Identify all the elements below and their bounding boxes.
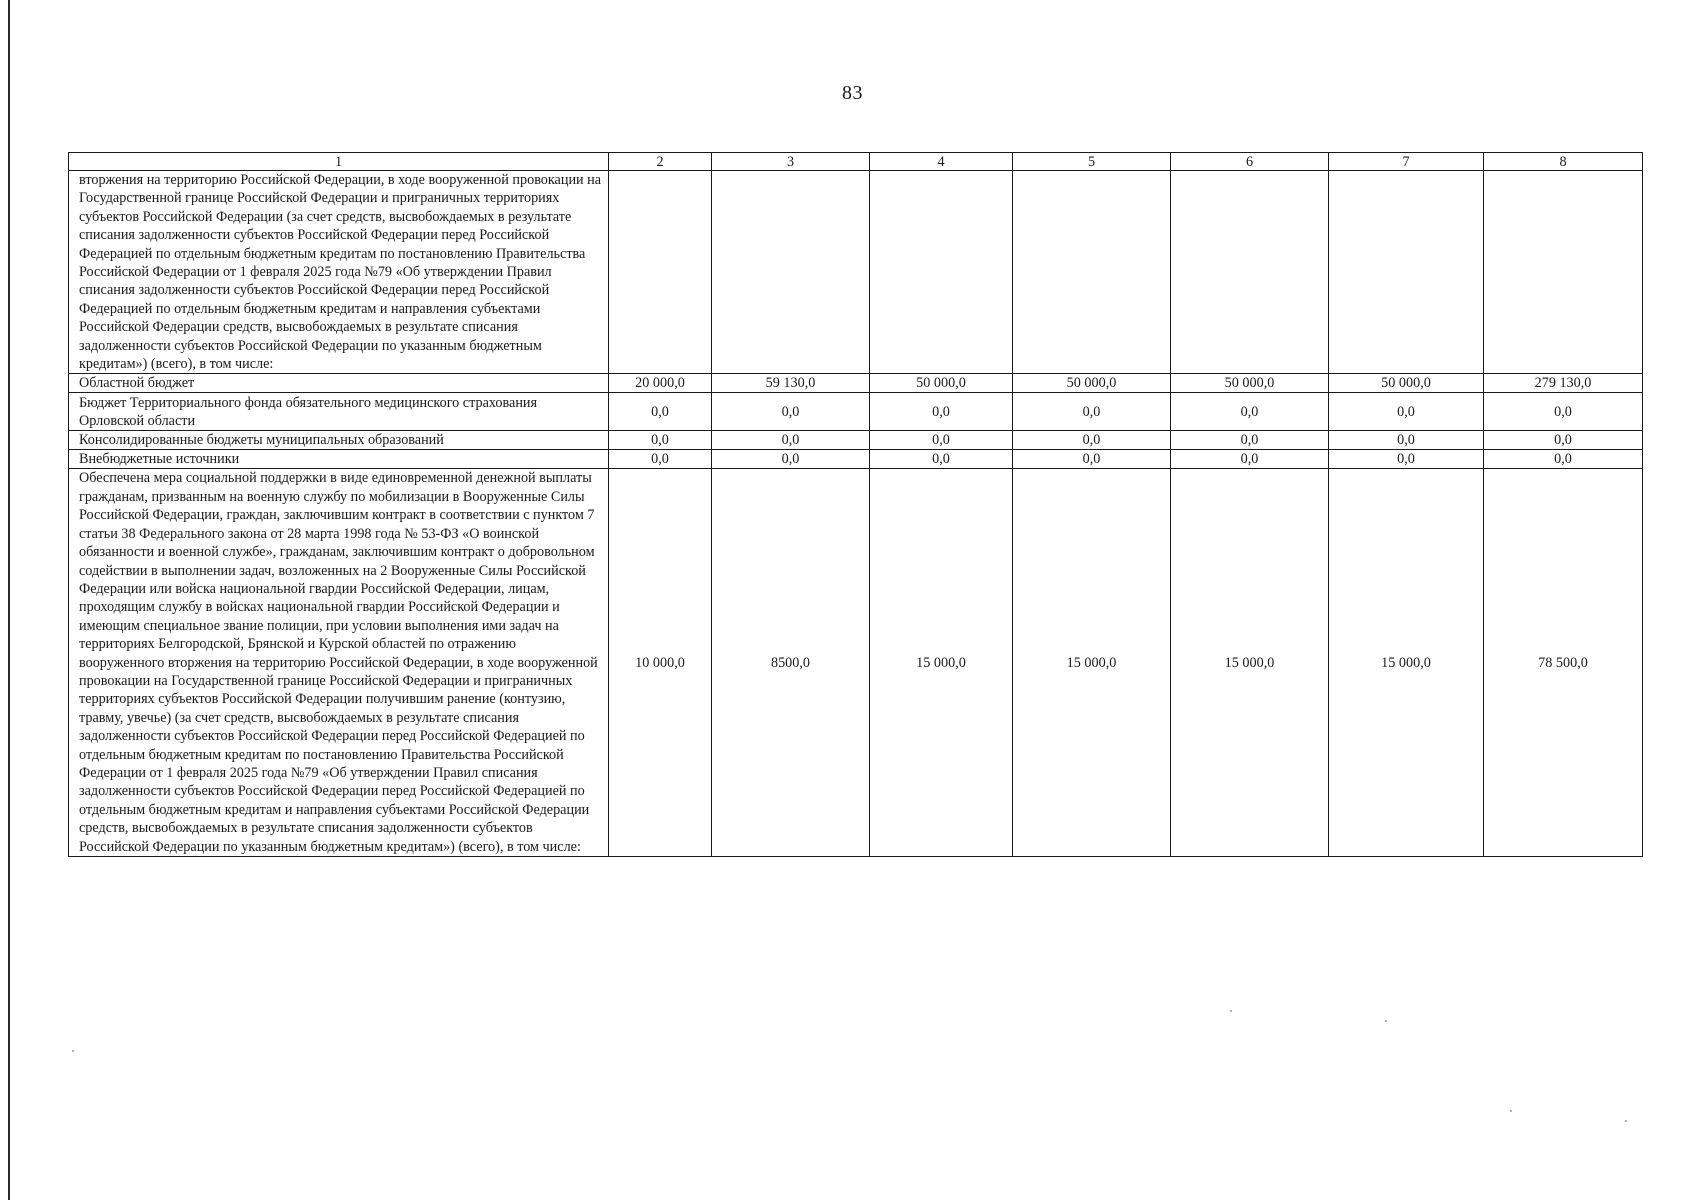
column-number-row: [69, 153, 1643, 171]
row-value: 0,0: [712, 393, 870, 431]
row-value: 8500,0: [712, 469, 870, 857]
row-description: Областной бюджет: [69, 374, 609, 393]
row-value: 15 000,0: [1171, 469, 1329, 857]
column-number: 8: [1484, 153, 1643, 171]
row-value: 0,0: [712, 431, 870, 450]
column-number: 6: [1171, 153, 1329, 171]
row-value: 0,0: [1484, 450, 1643, 469]
row-value: 50 000,0: [1329, 374, 1484, 393]
row-value: 0,0: [712, 450, 870, 469]
row-value: 0,0: [609, 431, 712, 450]
row-value: [1484, 171, 1643, 374]
row-value: 0,0: [609, 393, 712, 431]
row-value: 0,0: [1329, 393, 1484, 431]
scan-speck: [1625, 1120, 1627, 1122]
row-value: 0,0: [870, 393, 1013, 431]
column-number: 7: [1329, 153, 1484, 171]
row-value: 0,0: [1484, 431, 1643, 450]
row-value: 50 000,0: [870, 374, 1013, 393]
row-value: 0,0: [1329, 450, 1484, 469]
row-value: 0,0: [1013, 393, 1171, 431]
column-number: 4: [870, 153, 1013, 171]
table-row: [69, 450, 1643, 469]
row-value: [712, 171, 870, 374]
column-number: 5: [1013, 153, 1171, 171]
budget-table: [68, 152, 1643, 857]
scan-speck: [1510, 1110, 1512, 1112]
row-value: 15 000,0: [1329, 469, 1484, 857]
row-value: 0,0: [1484, 393, 1643, 431]
row-value: 20 000,0: [609, 374, 712, 393]
row-value: 15 000,0: [870, 469, 1013, 857]
row-value: 15 000,0: [1013, 469, 1171, 857]
row-value: [1013, 171, 1171, 374]
table-row: [69, 171, 1643, 374]
row-value: 0,0: [609, 450, 712, 469]
row-description: Консолидированные бюджеты муниципальных образований: [69, 431, 609, 450]
row-value: [1329, 171, 1484, 374]
scan-speck: [1385, 1020, 1387, 1022]
column-number: 1: [69, 153, 609, 171]
scan-edge-line: [8, 0, 10, 1200]
row-value: 0,0: [870, 431, 1013, 450]
row-description: Обеспечена мера социальной поддержки в виде единовременной денежной выплаты гражданам, призванным на военную службу по мобилизации в Вооруженные Силы Российской Федерации, граждан, заключившим контракт в соответствии с пунктом 7 статьи 38 Федерального закона от 28 марта 1998 года № 53-ФЗ «О воинской обязанности и военной службе», гражданам, заключившим контракт о добровольном содействии в выполнении задач, возложенных на 2 Вооруженные Силы Российской Федерации или войска национальной гвардии Российской Федерации, лицам, проходящим службу в войсках национальной гвардии Российской Федерации и имеющим специальное звание полиции, при условии выполнения ими задач на территориях Белгородской, Брянской и Курской областей по отражению вооруженного вторжения на территорию Российской Федерации, в ходе вооруженной провокации на Государственной границе Российской Федерации и приграничных территориях субъектов Российской Федерации получившим ранение (контузию, травму, увечье) (за счет средств, высвобождаемых в результате списания задолженности субъектов Российской Федерации перед Российской Федерацией по отдельным бюджетным кредитам по постановлению Правительства Российской Федерации от 1 февраля 2025 года №79 «Об утверждении Правил списания задолженности субъектов Российской Федерации перед Российской Федерацией по отдельным бюджетным кредитам и направления субъектами Российской Федерации средств, высвобождаемых в результате списания задолженности субъектов Российской Федерации по указанным бюджетным кредитам») (всего), в том числе:: [69, 469, 609, 857]
column-number: 3: [712, 153, 870, 171]
column-number: 2: [609, 153, 712, 171]
row-value: 0,0: [1171, 431, 1329, 450]
row-value: 0,0: [1329, 431, 1484, 450]
row-value: 0,0: [1171, 393, 1329, 431]
row-value: [1171, 171, 1329, 374]
row-value: 59 130,0: [712, 374, 870, 393]
row-value: 10 000,0: [609, 469, 712, 857]
row-value: [609, 171, 712, 374]
row-value: 78 500,0: [1484, 469, 1643, 857]
row-value: 50 000,0: [1171, 374, 1329, 393]
row-description: Бюджет Территориального фонда обязательного медицинского страхования Орловской области: [69, 393, 609, 431]
table-row: [69, 393, 1643, 431]
row-description: вторжения на территорию Российской Федерации, в ходе вооруженной провокации на Государственной границе Российской Федерации и приграничных территориях субъектов Российской Федерации (за счет средств, высвобождаемых в результате списания задолженности субъектов Российской Федерации перед Российской Федерацией по отдельным бюджетным кредитам по постановлению Правительства Российской Федерации от 1 февраля 2025 года №79 «Об утверждении Правил списания задолженности субъектов Российской Федерации перед Российской Федерацией по отдельным бюджетным кредитам и направления субъектами Российской Федерации средств, высвобождаемых в результате списания задолженности субъектов Российской Федерации по указанным бюджетным кредитам») (всего), в том числе:: [69, 171, 609, 374]
row-value: [870, 171, 1013, 374]
page-number: 83: [842, 82, 863, 104]
table-row: [69, 431, 1643, 450]
row-value: 0,0: [1171, 450, 1329, 469]
row-value: 0,0: [1013, 450, 1171, 469]
table-row: [69, 469, 1643, 857]
scan-speck: [72, 1050, 74, 1052]
table-row: [69, 374, 1643, 393]
row-value: 0,0: [1013, 431, 1171, 450]
row-description: Внебюджетные источники: [69, 450, 609, 469]
row-value: 279 130,0: [1484, 374, 1643, 393]
row-value: 0,0: [870, 450, 1013, 469]
scan-speck: [1230, 1010, 1232, 1012]
row-value: 50 000,0: [1013, 374, 1171, 393]
